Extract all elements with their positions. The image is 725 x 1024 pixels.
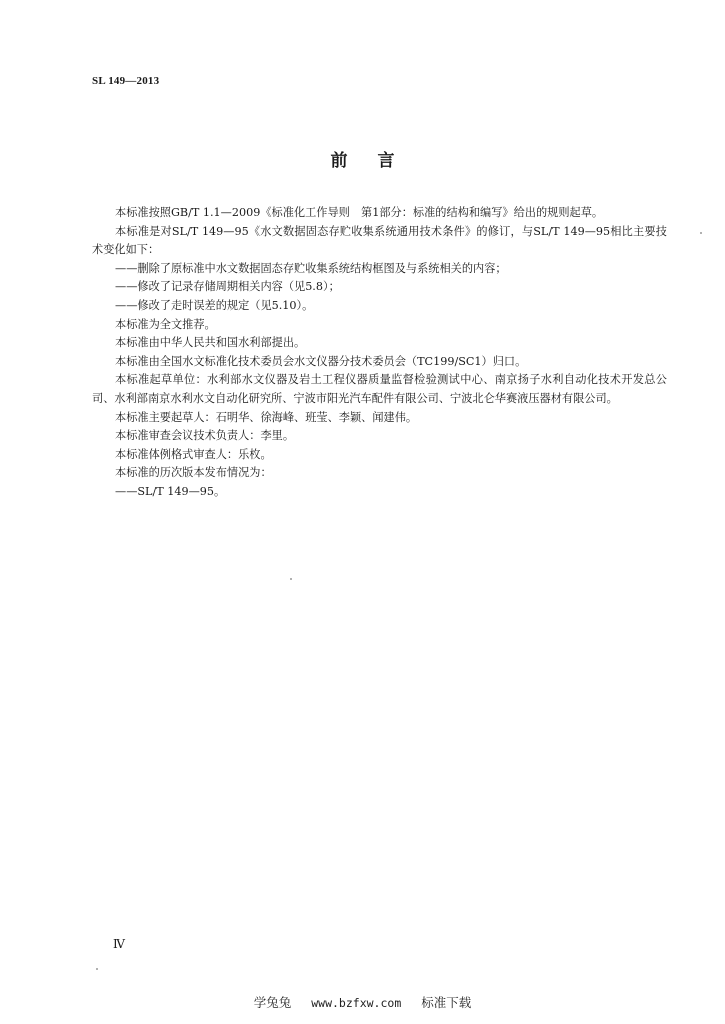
footer-url-link[interactable]: www.bzfxw.com	[311, 996, 402, 1010]
statement-history-intro: 本标准的历次版本发布情况为：	[115, 466, 272, 480]
scan-speck	[96, 968, 98, 970]
page-title	[0, 146, 725, 171]
paragraph-revision: 本标准是对SL/T 149—95《水文数据固态存贮收集系统通用技术条件》的修订，与SL/T 149—95相比主要技术变化如下：	[92, 224, 667, 257]
foreword-body	[92, 204, 667, 502]
standard-code: SL 149—2013	[92, 75, 160, 87]
paragraph-drafting-rules: 本标准按照GB/T 1.1—2009《标准化工作导则 第1部分：标准的结构和编写》给出的规则起草。	[115, 206, 604, 219]
page-number: Ⅳ	[113, 937, 125, 951]
scan-speck	[700, 232, 702, 234]
change-item: ——修改了记录存储周期相关内容（见5.8）；	[115, 280, 340, 294]
statement-proposed-by: 本标准由中华人民共和国水利部提出。	[115, 336, 306, 350]
footer-site-name: 学兔兔	[253, 995, 292, 1010]
scan-speck	[290, 578, 292, 580]
statement-centralized-by: 本标准由全国水文标准化技术委员会水文仪器分技术委员会（TC199/SC1）归口。	[115, 354, 527, 368]
change-item: ——修改了走时误差的规定（见5.10）。	[115, 298, 314, 312]
statement-drafting-units: 本标准起草单位：水利部水文仪器及岩土工程仪器质量监督检验测试中心、南京扬子水利自动化技术开发总公司、水利部南京水利水文自动化研究所、宁波市阳光汽车配件有限公司、宁波北仑华赛液压器材有限公司。	[92, 373, 667, 405]
statement-format-reviewer: 本标准体例格式审查人：乐枚。	[115, 447, 272, 461]
statement-main-drafters: 本标准主要起草人：石明华、徐海峰、班莹、李颖、闻建伟。	[115, 410, 418, 424]
history-item: ——SL/T 149—95。	[115, 484, 226, 498]
title-char-2: 言	[377, 151, 395, 171]
change-item: ——删除了原标准中水文数据固态存贮收集系统结构框图及与系统相关的内容；	[115, 261, 507, 275]
title-char-1: 前	[330, 151, 348, 171]
footer-slogan: 标准下载	[421, 995, 472, 1010]
footer-watermark	[0, 993, 725, 1011]
statement-review-lead: 本标准审查会议技术负责人：李里。	[115, 429, 295, 443]
statement-recommended: 本标准为全文推荐。	[115, 317, 216, 331]
